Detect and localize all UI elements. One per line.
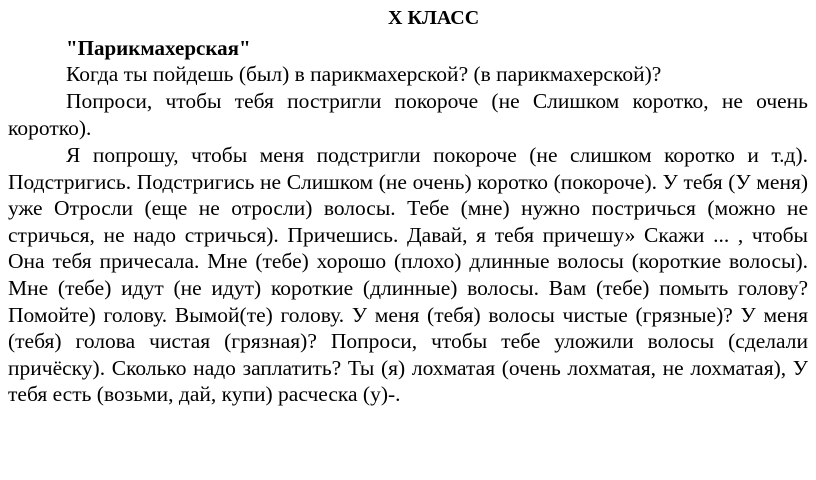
paragraph-3: Я попрошу, чтобы меня подстригли покороче (не слишком коротко и т.д). Подстригись. Подстригись не Слишком (не очень) коротко (покороче). У тебя (У меня) уже Отросли (еще не отросли) волосы. Тебе (мне) нужно постричься (можно не стричься, не надо стричься). Причешись. Давай, я тебя причешу» Скажи ... , чтобы Она тебя причесала. Мне (тебе) хорошо (плохо) длинные волосы (короткие волосы). Мне (тебе) идут (не идут) короткие (длинные) волосы. Вам (тебе) помыть голову? Помойте) голову. Вымой(те) голову. У меня (тебя) волосы чистые (грязные)? У меня (тебя) голова чистая (грязная)? Попроси, чтобы тебе уложили волосы (сделали причёску). Сколько надо заплатить? Ты (я) лохматая (очень лохматая, не лохматая), У тебя есть (возьми, дай, купи) расческа (у)-. (8, 143, 808, 407)
paragraph-2: Попроси, чтобы тебя постригли покороче (не Слишком коротко, не очень коротко). (8, 89, 808, 140)
page-heading: X КЛАСС (388, 7, 480, 29)
lesson-title: "Парикмахерская" (66, 36, 251, 60)
paragraph-1: Когда ты пойдешь (был) в парикмахерской? (в парикмахерской)? (66, 62, 662, 86)
